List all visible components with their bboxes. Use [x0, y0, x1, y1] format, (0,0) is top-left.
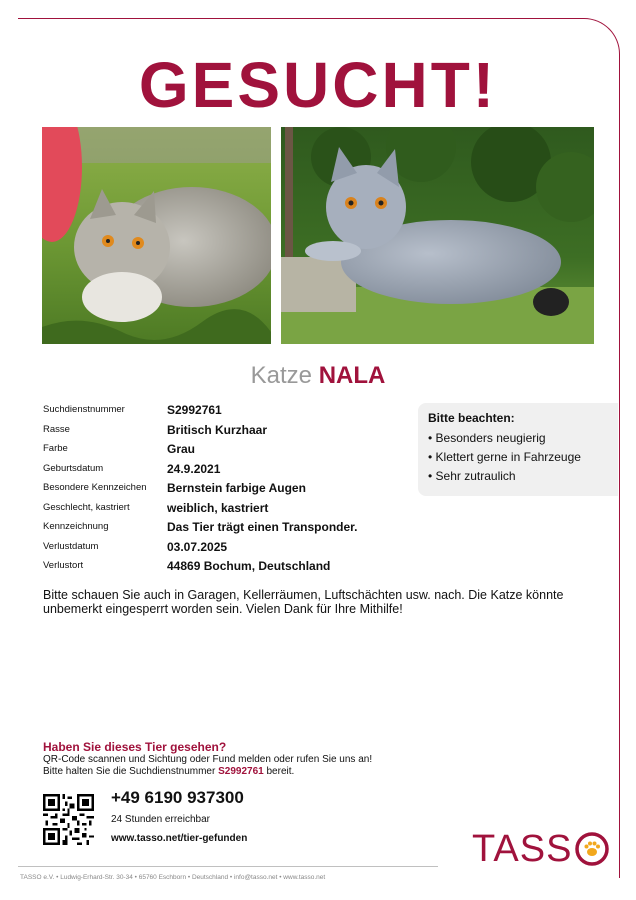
reference-suffix: bereit. [266, 766, 295, 777]
note-item: • Besonders neugierig [428, 431, 546, 445]
detail-row [43, 424, 423, 444]
detail-value: Britisch Kurzhaar [167, 422, 268, 437]
qr-code[interactable] [43, 794, 94, 845]
note-item: • Sehr zutraulich [428, 469, 516, 483]
contact-reference-line [43, 766, 294, 777]
report-link[interactable]: www.tasso.net/tier-gefunden [111, 833, 248, 844]
notes-box [418, 403, 618, 496]
detail-value: S2992761 [167, 403, 222, 417]
details-list [43, 404, 423, 580]
pet-name-heading [0, 362, 636, 390]
detail-label: Verlustort [43, 560, 84, 571]
detail-label: Besondere Kennzeichen [43, 482, 147, 493]
poster-title: GESUCHT! [138, 49, 498, 121]
notes-title: Bitte beachten: [428, 411, 515, 425]
footer-address: TASSO e.V. • Ludwig-Erhard-Str. 30-34 • 65760 Eschborn • Deutschland • info@tasso.net • www.tasso.net [20, 874, 326, 881]
detail-label: Geschlecht, kastriert [43, 501, 130, 513]
detail-label: Farbe [43, 443, 68, 454]
detail-row [43, 404, 423, 424]
detail-label: Kennzeichnung [43, 521, 109, 532]
pet-species: Katze [250, 362, 313, 389]
detail-value: weiblich, kastriert [167, 500, 269, 515]
detail-row [43, 482, 423, 502]
detail-label: Rasse [43, 423, 70, 435]
detail-value: Grau [167, 442, 196, 456]
detail-label: Geburtsdatum [43, 462, 104, 474]
detail-row [43, 541, 423, 561]
paw-icon [574, 831, 610, 867]
reference-number: S2992761 [218, 766, 264, 777]
phone-number[interactable]: +49 6190 937300 [111, 788, 244, 807]
detail-row [43, 502, 423, 522]
pet-name: NALA [318, 362, 386, 389]
tasso-logo [472, 826, 610, 872]
cat-photo-crouching [42, 127, 271, 344]
message-line: Bitte schauen Sie auch in Garagen, Kellerräumen, Luftschächten usw. nach. Die Katze könnte [43, 588, 564, 602]
detail-value: 03.07.2025 [167, 539, 228, 554]
reference-prefix: Bitte halten Sie die Suchdienstnummer [43, 766, 216, 777]
detail-value: Bernstein farbige Augen [167, 481, 306, 495]
contact-title: Haben Sie dieses Tier gesehen? [43, 740, 227, 754]
detail-row [43, 521, 423, 541]
detail-label: Verlustdatum [43, 540, 99, 552]
detail-label: Suchdienstnummer [43, 404, 125, 415]
detail-row [43, 463, 423, 483]
detail-row [43, 560, 423, 580]
footer-divider [18, 866, 438, 867]
cat-photo-lying [281, 127, 594, 344]
search-message [43, 588, 583, 616]
note-item: • Klettert gerne in Fahrzeuge [428, 450, 581, 464]
detail-value: Das Tier trägt einen Transponder. [167, 520, 358, 534]
contact-instructions: QR-Code scannen und Sichtung oder Fund melden oder rufen Sie uns an! [43, 754, 373, 765]
detail-row [43, 443, 423, 463]
logo-text: TASS [472, 828, 573, 870]
message-line: unbemerkt eingesperrt worden sein. Vielen Dank für Ihre Mithilfe! [43, 602, 403, 616]
detail-value: 44869 Bochum, Deutschland [167, 559, 331, 573]
availability-text: 24 Stunden erreichbar [111, 814, 210, 825]
detail-value: 24.9.2021 [167, 461, 221, 476]
